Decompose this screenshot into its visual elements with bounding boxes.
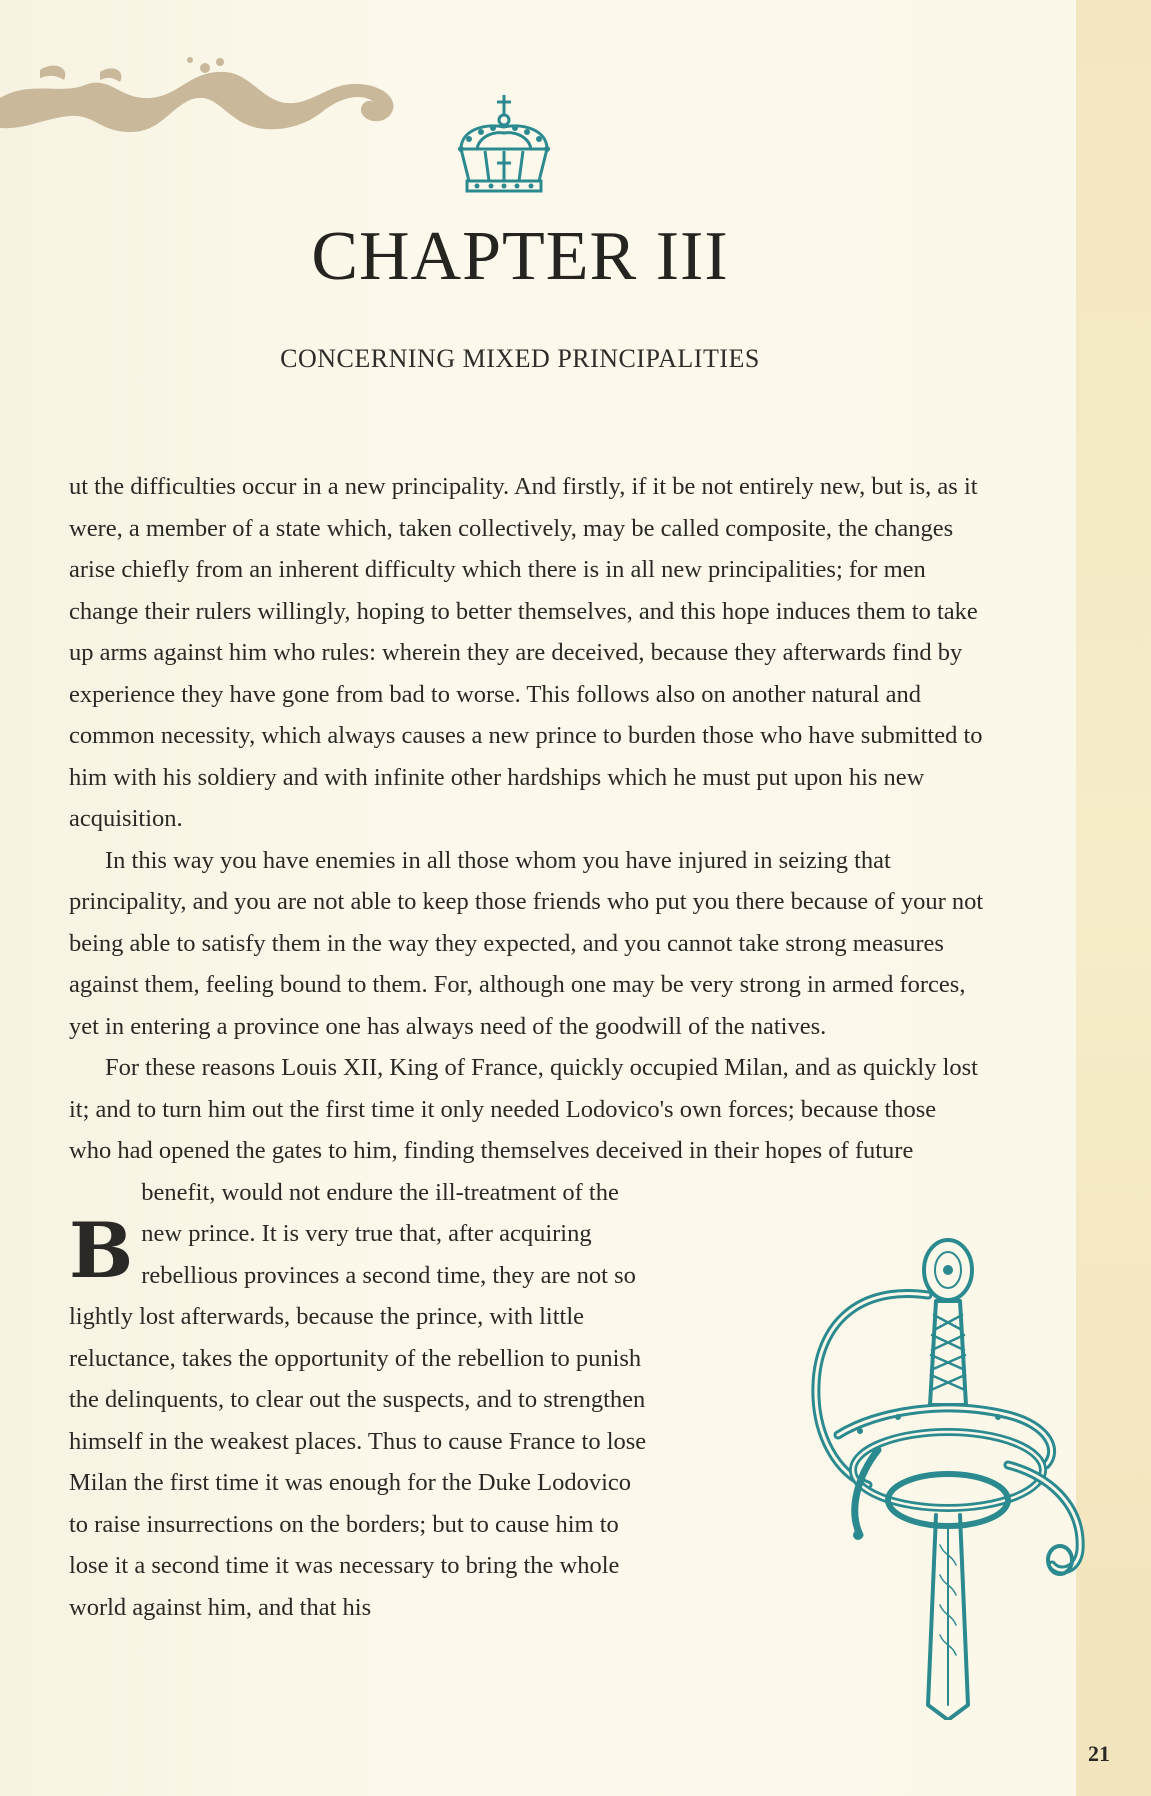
page-number: 21 xyxy=(1088,1741,1110,1766)
paragraph-1-text: ut the difficulties occur in a new principality. And firstly, if it be not entirely new, but is, as it were, a member of a state which, taken collectively, may be called composite, the changes arise chiefly from an inherent difficulty which there is in all new principalities; for men change their rulers willingly, hoping to better themselves, and this hope induces them to take up arms against him who rules: wherein they are deceived, because they afterwards find by experience they have gone from bad to worse. This follows also on another natural and common necessity, which always causes a new prince to burden those who have submitted to him with his soldiery and with infinite other hardships which he must put upon his new acquisition. xyxy=(69,473,983,832)
scroll-flourish-icon xyxy=(0,40,410,150)
crown-icon xyxy=(447,93,561,201)
chapter-subtitle: CONCERNING MIXED PRINCIPALITIES xyxy=(280,344,760,373)
sword-hilt-illustration xyxy=(798,1235,1096,1720)
chapter-title: CHAPTER III xyxy=(311,218,729,295)
drop-cap: B xyxy=(69,1206,134,1295)
paragraph-2: In this way you have enemies in all those whom you have injured in seizing that principality, and you are not able to keep those friends who put you there because of your not being able to satisfy them in the way they expected, and you cannot take strong measures against them, feeling bound to them. For, although one may be very strong in armed forces, yet in entering a province one has always need of the goodwill of the natives. xyxy=(69,846,984,1040)
paragraph-3: For these reasons Louis XII, King of France, quickly occupied Milan, and as quickly lost it; and to turn him out the first time it only needed Lodovico's own forces; because those who had opened the gates to him, finding themselves deceived in their hopes of future benefit, would not endure the ill-treatment of the new prince. It is very true that, after acquiring rebellious provinces a second time, they are not so lightly lost afterwards, because the prince, with little reluctance, takes the opportunity of the rebellion to punish the delinquents, to clear out the suspects, and to strengthen himself in the weakest places. Thus to cause France to lose Milan the first time it was enough for the Duke Lodovico to raise insurrections on the borders; but to cause him to lose it a second time it was necessary to bring the whole world against him, and that his xyxy=(69,1054,978,1621)
